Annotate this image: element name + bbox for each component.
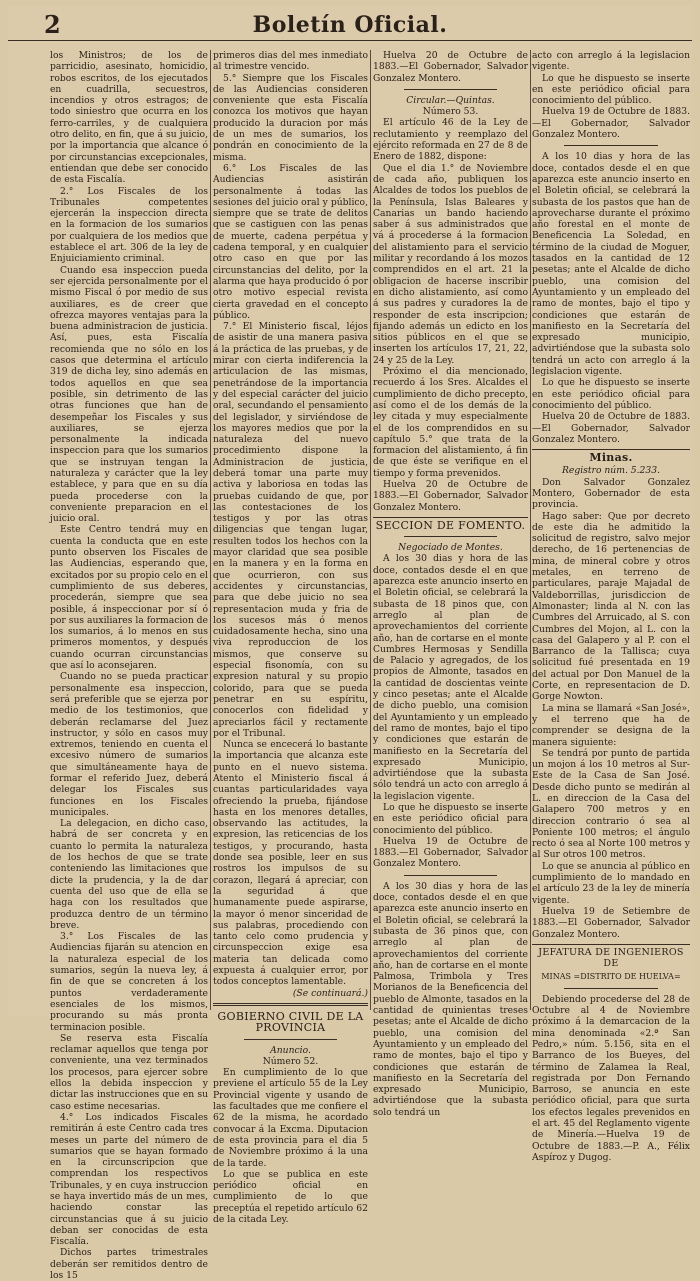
paragraph: En cumplimiento de lo que previene el artículo 55 de la Ley Provincial vigente y usando de las facultades que me confiere el 62 de la misma, he acordado convocar á la Excma. Diputacion de esta provincia para el dia 5 de Noviembre próximo á la una de la tarde.	[213, 1067, 368, 1169]
paragraph: acto con arreglo á la legislacion vigente.	[532, 50, 690, 73]
divider	[404, 536, 497, 537]
section-rule	[373, 517, 528, 518]
subsection-title: Registro núm. 5.233.	[561, 465, 661, 477]
section-title: JEFATURA DE INGENIEROS DE	[538, 946, 684, 970]
continuation-note: (Se continuará.)	[292, 987, 368, 999]
paragraph: Próximo el dia mencionado, recuerdo á los Sres. Alcaldes el cumplimiento de dicho precepto, así como el de los demás de la ley citada y muy especialmente el de los comprendidos en su capítulo 5.° que trata de la formacion del alistamiento, á fin de que éste se verifique en el tiempo y forma prevenidos.	[373, 366, 528, 479]
paragraph: Cuando no se pueda practicar personalmente esa inspeccion, será preferible que se ejerza por medio de los testimonios, que deberán reclamarse del Juez instructor, y sólo en casos muy extremos, teniendo en cuenta el excesivo número de sumarios que simultáneamente haya de formar el referido Juez, deberá delegar los Fiscales sus funciones en los Fiscales municipales.	[50, 671, 208, 818]
section-rule	[532, 944, 690, 945]
section-rule	[532, 449, 690, 450]
paragraph: Cuando esa inspeccion pueda ser ejercida personalmente por el mismo Fiscal ó por medio de sus auxiliares, es de creer que ofrezca mayores ventajas para la buena administracion de justicia. Así, pues, esta Fiscalía recomienda que no sólo en los casos que determina el artículo 319 de dicha ley, sino además en todos aquellos en que sea posible, sin detrimento de las otras funciones que han de desempeñar los Fiscales y sus auxiliares, se ejerza personalmente la indicada inspeccion para que los sumarios que se instruyan tengan la naturaleza y carácter que la ley establece, y para que en su día pueda procederse con la conveniente preparacion en el juicio oral.	[50, 264, 208, 525]
paragraph: primeros dias del mes inmediato al trimestre vencido.	[213, 50, 368, 73]
column-1	[50, 50, 208, 1281]
column-2	[213, 50, 368, 1225]
paragraph: La mina se llamará «San José», y el terreno que ha de comprender se designa de la manera siguiente:	[532, 702, 690, 748]
column-3	[373, 50, 528, 1118]
paragraph: 4.° Los indicados Fiscales remitirán á este Centro cada tres meses un parte del número de sumarios que se hayan formado en la circunscripcion que comprendan los respectivos Tribunales, y en cuya instruccion se haya invertido más de un mes, haciendo constar las circunstancias que á su juicio deban ser conocidas de esta Fiscalía.	[50, 1111, 208, 1248]
signature: Huelva 19 de Setiembre de 1883.—El Gobernador, Salvador Gonzalez Montero.	[532, 905, 690, 940]
paragraph: Debiendo procederse del 28 de Octubre al 4 de Noviembre próximo á la demarcacion de la mina denominada «2.ª San Pedro,» núm. 5.156, sita en el Barranco de los Bueyes, del término de Zalamea la Real, registrada por Don Fernando Barroso, se anuncia en este periódico oficial, para que surta los efectos legales prevenidos en el art. 45 del Reglamento vigente de Minería.—Huelva 19 de Octubre de 1883.—P. A., Félix Aspíroz y Dugog.	[532, 993, 690, 1163]
column-divider	[210, 50, 211, 1010]
paragraph: A los 30 dias y hora de las doce, contados desde el en que aparezca este anuncio inserto en el Boletin oficial, se celebrará la subasta de 18 pinos que, con arreglo al plan de aprovechamientos del corriente año, han de cortarse en el monte Cumbres Hermosas y Sendilla de Palacio y agregados, de los propios de Almonte, tasados en la cantidad de doscientas veinte y cinco pesetas; ante el Alcalde de dicho pueblo, una comision del Ayuntamiento y un empleado del ramo de montes, bajo el tipo y condiciones que estarán de manifiesto en la Secretaría del expresado Municipio, advirtiéndose que la subasta sólo tendrá un acto con arreglo á la legislacion vigente.	[373, 553, 528, 802]
section-title: SECCION DE FOMENTO.	[375, 518, 526, 532]
signature: Huelva 20 de Octubre de 1883.—El Gobernador, Salvador Gonzalez Montero.	[373, 50, 528, 84]
paragraph: Nunca se encecerá lo bastante la importancia que alcanza este punto en el nuevo sistema. Atento el Ministerio fiscal á cuantas particularidades vaya ofreciendo la prueba, fijándose hasta en los menores detalles, observando las actitudes, la expresion, las reticencias de los testigos, y procurando, hasta donde sea posible, leer en sus rostros los impulsos de su corazon, llegará á apreciar, con la seguridad á que humanamente puede aspirarse, la mayor ó menor sinceridad de sus palabras, procediendo con tanto celo como prudencia y circunspeccion exige esa materia tan delicada como expuesta á cualquier error, por todos conceptos lamentable.	[213, 739, 368, 988]
paragraph: Don Salvador Gonzalez Montero, Gobernador de esta provincia.	[532, 476, 690, 511]
column-4	[532, 50, 690, 1163]
paragraph: 5.° Siempre que los Fiscales de las Audiencias consideren conveniente que esta Fiscalía conozca los motivos que hayan producido la duracion por más de un mes de sumarios, los pondrán en conocimiento de la misma.	[213, 72, 368, 163]
page-number: 2	[44, 10, 61, 39]
paragraph: 2.° Los Fiscales de los Tribunales competentes ejercerán la inspeccion directa en la formacion de los sumarios por cualquiera de los medios que establece el art. 306 de la ley de Enjuiciamiento criminal.	[50, 185, 208, 265]
newspaper-page	[8, 6, 692, 1281]
subsection-title: Negociado de Montes.	[398, 542, 503, 554]
divider	[244, 1039, 337, 1040]
paragraph: A los 10 dias y hora de las doce, contados desde el en que aparezca este anuncio inserto en el Boletin oficial, se celebrará la subasta de los pastos que han de aprovecharse durante el próximo año forestal en el monte de Beneficencia La Soledad, en término de la ciudad de Moguer, tasados en la cantidad de 12 pesetas; ante el Alcalde de dicho pueblo, una comision del Ayuntamiento y un empleado del ramo de montes, bajo el tipo y condiciones que estarán de manifiesto en la Secretaría del expresado municipio, advirtiéndose que la subasta solo tendrá un acto con arreglo á la legislacion vigente.	[532, 151, 690, 378]
divider	[564, 145, 659, 146]
paragraph: Lo que he dispuesto se inserte en este periódico oficial para conocimiento del público.	[373, 802, 528, 836]
paragraph: 3.° Los Fiscales de las Audiencias fijarán su atencion en la naturaleza especial de los sumarios, según la nueva ley, á fin de que se concreten á los puntos verdaderamente esenciales de los mismos, procurando su más pronta terminacion posible.	[50, 931, 208, 1033]
divider	[404, 875, 497, 876]
columns	[50, 50, 690, 1281]
section-rule	[213, 1005, 368, 1006]
publication-title: Boletín Oficial.	[252, 12, 448, 38]
signature: Huelva 19 de Octubre de 1883.—El Gobernador, Salvador Gonzalez Montero.	[373, 835, 528, 870]
subsection-title: Anuncio.	[270, 1044, 311, 1056]
paragraph: Hago saber: Que por decreto de este dia he admitido la solicitud de registro, salvo mejor derecho, de 16 pertenencias de mina, de mineral cobre y otros metales, en terreno de particulares, paraje Majadal de Valdeborrillas, jurisdiccion de Almonaster; linda al N. con las Cumbres del Arruicado, al S. con Cumbres del Mojon, al L. con la casa del Galapero y al P. con el Barranco de la Tallisca; cuya solicitud fué presentada en 19 del actual por Don Manuel de la Corte, en representacion de D. Gorge Nowton.	[532, 510, 690, 703]
paragraph: Se tendrá por punto de partida un mojon á los 10 metros al Sur-Este de la Casa de San José. Desde dicho punto se medirán al L. en direccion de la Casa del Galapero 700 metros y en direccion contrario ó sea al Poniente 100 metros; el ángulo recto ó sea al Norte 100 metros y al Sur otros 100 metros.	[532, 747, 690, 861]
signature: Huelva 20 de Octubre de 1883.—El Gobernador, Salvador Gonzalez Montero.	[373, 478, 528, 513]
paragraph: Lo que he dispuesto se inserte en este periódico oficial para conocimiento del público.	[532, 377, 690, 411]
section-title: GOBIERNO CIVIL DE LA PROVINCIA	[217, 1009, 364, 1035]
paragraph: los Ministros; de los de parricidio, asesinato, homicidio, robos escritos, de los ejecutados en cuadrilla, secuestros, incendios y otros estragos; de todo siniestro que ocurra en los ferro-carriles, y de cualquiera otro delito, en fin, que á su juicio, por la importancia que alcance ó por circunstancias excepcionales, entiendan que debe ser conocido de esta Fiscalía.	[50, 50, 208, 186]
subsection-title: Circular.—Quintas.	[406, 94, 495, 106]
section-rule	[213, 1003, 368, 1004]
column-divider	[530, 50, 531, 1010]
paragraph: 6.° Los Fiscales de las Audiencias asistirán personalmente á todas las sesiones del juicio oral y público, siempre que se trate de delitos que se castiguen con las penas de muerte, cadena perpétua y cadena temporal, y en cualquier otro caso en que por las circunstancias del delito, por la alarma que haya producido ó por otro motivo especial revista cierta gravedad en el concepto público.	[213, 162, 368, 321]
paragraph: Que el dia 1.° de Noviembre de cada año, publiquen los Alcaldes de todos los pueblos de la Península, Islas Baleares y Canarias un bando haciendo saber á sus administrados que vá á procederse á la formacion del alistamiento para el servicio militar y recordando á los mozos comprendidos en el art. 21 la obligacion de hacerse inscribir en dicho alistamiento, así como á sus padres y curadores la de responder de esta inscripcion; fijando además un edicto en los sitios públicos en el que se inserten los artículos 17, 21, 22, 24 y 25 de la Ley.	[373, 162, 528, 366]
paragraph: La delegacion, en dicho caso, habrá de ser concreta y en cuanto lo permita la naturaleza de los hechos de que se trate conteniendo las limitaciones que dicte la prudencia, y la de dar cuenta del uso que de ella se haga con los resultados que produzca dentro de un término breve.	[50, 818, 208, 931]
paragraph: El artículo 46 de la Ley de reclutamiento y reemplazo del ejército reformada en 27 de 8 de Enero de 1882, dispone:	[373, 117, 528, 163]
paragraph: Se reserva esta Fiscalía reclamar aquellos que tenga por conveniente, una vez terminados los procesos, para ejercer sobre ellos la debida inspeccion y dictar las instrucciones que en su caso estime necesarias.	[50, 1032, 208, 1112]
page-header	[8, 6, 692, 41]
paragraph: Lo que se publica en este periódico oficial en cumplimiento de lo que preceptúa el repetido artículo 62 de la citada Ley.	[213, 1168, 368, 1225]
subsection-title: MINAS =DISTRITO DE HUELVA=	[541, 972, 681, 982]
paragraph: 7.° El Ministerio fiscal, léjos de asistir de una manera pasiva á la práctica de las pruebas, y de mirar con cierta indiferencia la articulacion de las mismas, penetrándose de la importancia y del especial carácter del juicio oral, secundando el pensamiento del legislador, y sirviéndose de los mayores medios que por la naturaleza del nuevo procedimiento dispone la Administracion de justicia, deberá tomar una parte muy activa y laboriosa en todas las pruebas cuidando de que, por las contestaciones de los testigos y por las otras diligencias que tengan lugar, resulten todos los hechos con la mayor claridad que sea posible en la manera y en la forma en que ocurrieron, con sus accidentes y circunstancias, para que debe juicio no sea representacion muda y fria de los sucesos más ó menos cuidadosamente hecha, sino una viva reproduccion de los mismos, que conserve su especial fisonomía, con su expresion natural y su propio colorido, para que se pueda penetrar en su espíritu, conocerlos con fidelidad y apreciarlos fácil y rectamente por el Tribunal.	[213, 321, 368, 739]
signature: Huelva 19 de Octubre de 1883.—El Gobernador, Salvador Gonzalez Montero.	[532, 106, 690, 141]
announcement-number: Número 53.	[422, 106, 479, 118]
column-divider	[370, 50, 371, 1010]
divider	[404, 89, 497, 90]
paragraph: A los 30 dias y hora de las doce, contados desde el en que aparezca este anuncio inserto en el Boletin oficial, se celebrará la subasta de 36 pinos que, con arreglo al plan de aprovechamientos del corriente año, han de cortarse en el monte Palmosa, Trimbola y Tres Morianos de la Beneficencia del pueblo de Almonte, tasados en la cantidad de quinientas treses pesetas; ante el Alcalde de dicho pueblo, una comision del Ayuntamiento y un empleado del ramo de montes, bajo el tipo y condiciones que estarán de manifiesto en la Secretaría del expresado Municipio, advirtiéndose que la subasta solo tendrá un	[373, 880, 528, 1118]
paragraph: Lo que se anuncia al público en cumplimiento de lo mandado en el artículo 23 de la ley de minería vigente.	[532, 860, 690, 906]
paragraph: Dichos partes trimestrales deberán ser remitidos dentro de los 15	[50, 1247, 208, 1281]
paragraph: Este Centro tendrá muy en cuenta la conducta que en este punto observen los Fiscales de las Audiencias, esperando que, excitados por su propio celo en el cumplimiento de sus deberes, procederán, siempre que sea posible, á inspeccionar por sí ó por sus auxiliares la formacion de los sumarios, á lo menos en sus primeros momentos, y después cuando ocurran circunstancias que así lo aconsejaren.	[50, 524, 208, 672]
section-title: Minas.	[589, 451, 633, 465]
divider	[564, 988, 659, 989]
signature: Huelva 20 de Octubre de 1883.—El Gobernador, Salvador Gonzalez Montero.	[532, 411, 690, 445]
announcement-number: Número 52.	[262, 1055, 319, 1067]
paragraph: Lo que he dispuesto se inserte en este periódico oficial para conocimiento del público.	[532, 72, 690, 107]
